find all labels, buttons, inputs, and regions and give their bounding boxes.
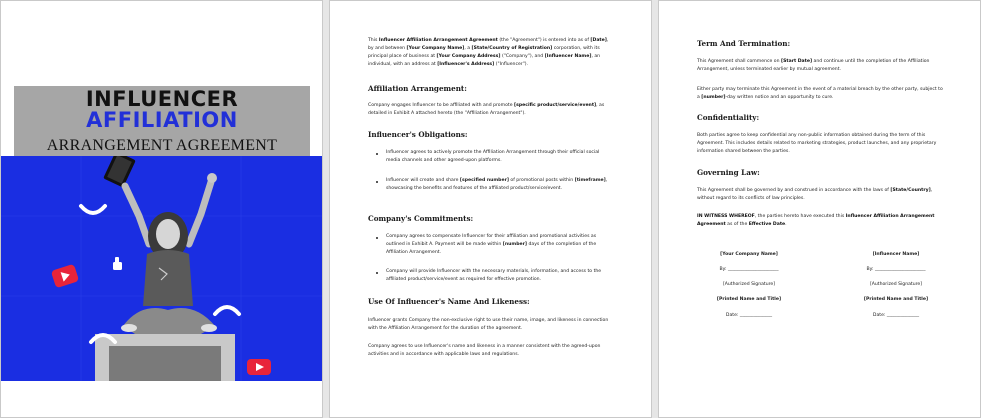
cover-title-line2: AFFILIATION [86, 108, 238, 132]
commitment-item-1: Company agrees to compensate Influencer for their affiliation and promotional activities as outlined in Exhibit A. Payment will be made within [number] days of the completion of the Affiliation Arrangement. [386, 234, 597, 255]
sig-company-printed: [Printed Name and Title] [716, 297, 782, 302]
cover-photo [1, 156, 323, 381]
section-heading-term: Term And Termination: [697, 39, 791, 48]
confidentiality-paragraph: Both parties agree to keep confidential any non-public information obtained during the term of this Agreement. This includes details related to marketing strategies, product launches, and any proprietary information shared between the parties. [697, 133, 937, 154]
section-heading-confidentiality: Confidentiality: [697, 113, 760, 122]
cover-title-line1: INFLUENCER [85, 87, 239, 111]
commitment-item-2: Company will provide Influencer with the necessary materials, information, and access to the affiliated product/service/event as required for effective promotion. [386, 269, 602, 282]
thumbs-up-icon [113, 257, 122, 270]
sig-influencer-name: [Influencer Name] [872, 252, 920, 257]
section-heading-affiliation: Affiliation Arrangement: [368, 84, 467, 93]
cover-title-line3: ARRANGEMENT AGREEMENT [46, 137, 278, 154]
person-right-arm [189, 182, 211, 244]
person-legs [123, 308, 215, 334]
governing-law-paragraph: This Agreement shall be governed by and construed in accordance with the laws of [State/Country], without regard to its conflicts of law principles. [697, 188, 933, 201]
sig-influencer-authorized: [Authorized Signature] [869, 282, 923, 287]
bullet-dot [376, 153, 378, 155]
witness-paragraph: IN WITNESS WHEREOF, the parties hereto have executed this Influencer Affiliation Arrangement Agreement as of the Effective Date. [697, 214, 935, 227]
obligation-item-2: Influencer will create and share [specified number] of promotional posts within [timeframe], showcasing the benefits and features of the affiliated product/service/event. [386, 178, 608, 191]
term-paragraph-1: This Agreement shall commence on [Start Date] and continue until the completion of the Affiliation Arrangement, unless terminated earlier by mutual agreement. [697, 59, 930, 72]
name-likeness-paragraph-2: Company agrees to use Influencer's name and likeness in a manner consistent with the agreed-upon activities and in accordance with applicable laws and regulations. [368, 344, 601, 357]
section-heading-obligations: Influencer's Obligations: [368, 130, 468, 139]
bullet-dot [376, 272, 378, 274]
play-button-icon [51, 264, 79, 289]
play-button-icon-2 [247, 359, 271, 375]
tablet-icon [103, 156, 136, 188]
white-arc-shape [81, 206, 105, 213]
sig-company-name: [Your Company Name] [720, 252, 778, 257]
term-paragraph-2: Either party may terminate this Agreement in the event of a material breach by the other party, subject to a [number]-day written notice and an opportunity to cure. [697, 87, 943, 100]
name-likeness-paragraph-1: Influencer grants Company the non-exclusive right to use their name, image, and likeness in connection with the Affiliation Arrangement for the duration of the agreement. [368, 318, 609, 331]
section-heading-commitments: Company's Commitments: [368, 214, 474, 223]
cover-page [0, 0, 323, 418]
bullet-dot [376, 237, 378, 239]
section-heading-name-likeness: Use Of Influencer's Name And Likeness: [368, 297, 530, 306]
sig-company-date-line[interactable]: Date: ______________ [725, 313, 773, 318]
obligation-item-1: Influencer agrees to actively promote the Affiliation Arrangement through their official social media channels and other agreed-upon platforms. [386, 150, 600, 163]
bullet-dot [376, 181, 378, 183]
sig-company-authorized: [Authorized Signature] [722, 282, 776, 287]
intro-paragraph: This Influencer Affiliation Arrangement Agreement (the "Agreement") is entered into as of [Date], by and between [Your Company Name], a [State/Country of Registration] corporation, with its principal place of business at [Your Company Address] ("Company"), and [Influencer Name], an individual, with an address at [Influencer's Address] ("Influencer"). [368, 38, 609, 67]
white-arc-shape-2 [215, 307, 239, 314]
person-left-arm [125, 186, 149, 244]
person-face [156, 219, 180, 249]
sig-company-by-line[interactable]: By: ______________________ [719, 267, 779, 272]
affiliation-paragraph: Company engages Influencer to be affiliated with and promote [specific product/service/event], as detailed in Exhibit A attached hereto (the "Affiliation Arrangement"). [368, 103, 605, 116]
agreement-page-3 [658, 0, 981, 418]
sig-influencer-by-line[interactable]: By: ______________________ [866, 267, 926, 272]
section-heading-governing-law: Governing Law: [697, 168, 760, 177]
sig-influencer-date-line[interactable]: Date: ______________ [872, 313, 920, 318]
agreement-page-2 [329, 0, 652, 418]
sig-influencer-printed: [Printed Name and Title] [863, 297, 929, 302]
person-torso [143, 250, 193, 306]
